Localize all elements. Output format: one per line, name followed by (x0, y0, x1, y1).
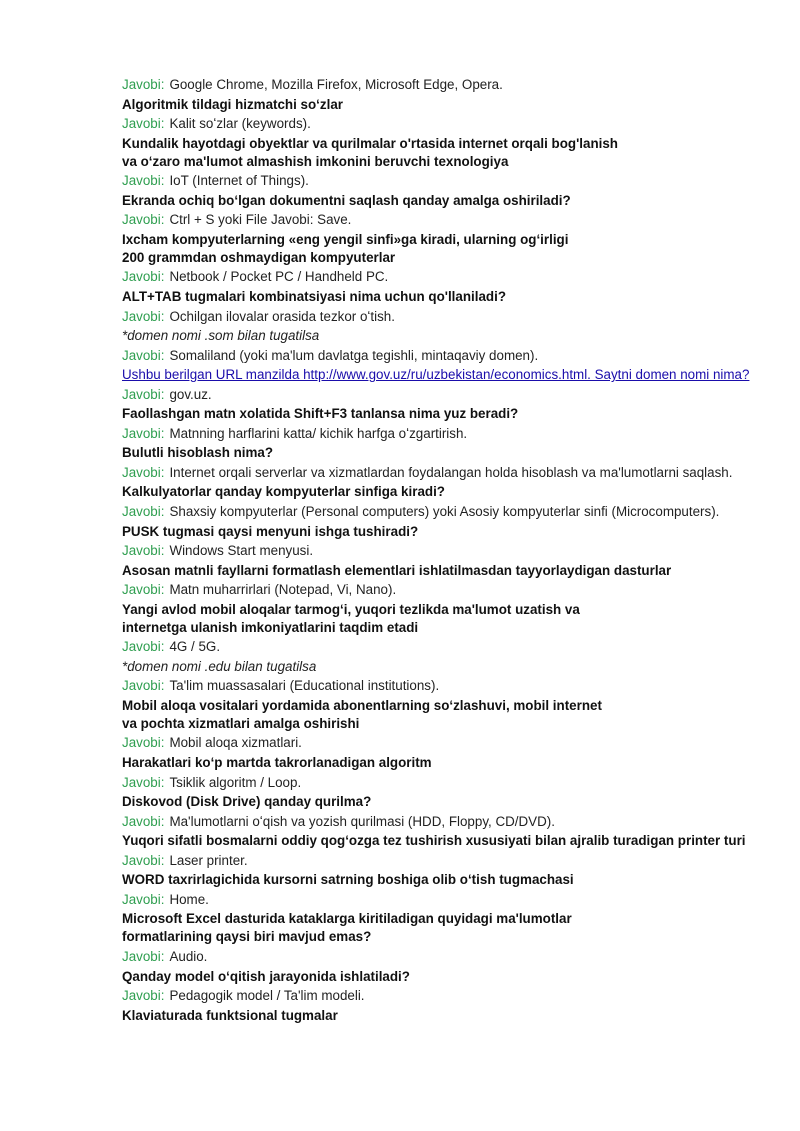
answer-label: Javobi: (122, 678, 165, 693)
answer-line (122, 775, 301, 791)
answer-line (122, 426, 467, 442)
answer-line (122, 212, 351, 228)
question-line (122, 602, 580, 618)
answer-label: Javobi: (122, 426, 165, 441)
question-line (122, 445, 273, 461)
answer-text: Pedagogik model / Ta'lim modeli. (169, 988, 365, 1003)
question-line (122, 833, 746, 849)
question-text: Asosan matnli fayllarni formatlash elementlari ishlatilmasdan tayyorlaydigan dasturlar (122, 563, 672, 578)
answer-line (122, 504, 719, 520)
question-line (122, 755, 432, 771)
question-text: Microsoft Excel dasturida kataklarga kiritiladigan quyidagi ma'lumotlar (122, 911, 572, 926)
answer-text: Ctrl + S yoki File Javobi: Save. (169, 212, 352, 227)
question-text: Kalkulyatorlar qanday kompyuterlar sinfiga kiradi? (122, 484, 445, 499)
question-text: formatlarining qaysi biri mavjud emas? (122, 929, 372, 944)
answer-label: Javobi: (122, 77, 165, 92)
answer-label: Javobi: (122, 814, 165, 829)
question-line (122, 193, 571, 209)
answer-line (122, 269, 388, 285)
note-text: *domen nomi .edu bilan tugatilsa (122, 659, 317, 674)
question-text: internetga ulanish imkoniyatlarini taqdim etadi (122, 620, 419, 635)
question-text: va oʻzaro ma'lumot almashish imkonini beruvchi texnologiya (122, 154, 509, 169)
answer-label: Javobi: (122, 348, 165, 363)
answer-label: Javobi: (122, 543, 165, 558)
answer-label: Javobi: (122, 775, 165, 790)
answer-line (122, 173, 309, 189)
question-text: Kundalik hayotdagi obyektlar va qurilmalar o'rtasida internet orqali bog'lanish (122, 136, 618, 151)
answer-line (122, 582, 396, 598)
question-line (122, 563, 671, 579)
question-line (122, 154, 508, 170)
answer-text: Windows Start menyusi. (169, 543, 314, 558)
answer-label: Javobi: (122, 582, 165, 597)
answer-line (122, 116, 311, 132)
answer-line (122, 387, 212, 403)
answer-line (122, 77, 503, 93)
question-line (122, 716, 359, 732)
answer-label: Javobi: (122, 892, 165, 907)
answer-label: Javobi: (122, 309, 165, 324)
answer-text: Internet orqali serverlar va xizmatlardan foydalangan holda hisoblash va ma'lumotlarni saqlash. (169, 465, 733, 480)
note-line (122, 659, 316, 675)
question-text: WORD taxrirlagichida kursorni satrning boshiga olib oʻtish tugmachasi (122, 872, 574, 887)
answer-text: Laser printer. (169, 853, 248, 868)
question-text: Klaviaturada funktsional tugmalar (122, 1008, 338, 1023)
answer-text: Google Chrome, Mozilla Firefox, Microsoft Edge, Opera. (169, 77, 503, 92)
answer-text: 4G / 5G. (169, 639, 221, 654)
answer-label: Javobi: (122, 116, 165, 131)
answer-label: Javobi: (122, 269, 165, 284)
question-text: Faollashgan matn xolatida Shift+F3 tanlansa nima yuz beradi? (122, 406, 519, 421)
question-line (122, 136, 618, 152)
answer-text: Mobil aloqa xizmatlari. (169, 735, 302, 750)
answer-text: Ochilgan ilovalar orasida tezkor oʻtish. (169, 309, 395, 324)
answer-label: Javobi: (122, 988, 165, 1003)
answer-line (122, 639, 220, 655)
question-text: Qanday model oʻqitish jarayonida ishlatiladi? (122, 969, 410, 984)
question-line (122, 911, 572, 927)
question-text: PUSK tugmasi qaysi menyuni ishga tushiradi? (122, 524, 419, 539)
question-line (122, 620, 418, 636)
answer-label: Javobi: (122, 173, 165, 188)
question-line (122, 232, 568, 248)
answer-label: Javobi: (122, 504, 165, 519)
answer-label: Javobi: (122, 853, 165, 868)
question-text: 200 grammdan oshmaydigan kompyuterlar (122, 250, 396, 265)
answer-line (122, 892, 209, 908)
answer-text: Ma'lumotlarni oʻqish va yozish qurilmasi (HDD, Floppy, CD/DVD). (169, 814, 555, 829)
question-line (122, 97, 343, 113)
question-text: ALT+TAB tugmalari kombinatsiyasi nima uchun qo'llaniladi? (122, 289, 506, 304)
question-line (122, 406, 518, 422)
note-line (122, 328, 319, 344)
answer-line (122, 543, 313, 559)
question-line (122, 484, 445, 500)
answer-text: Somaliland (yoki ma'lum davlatga tegishli, mintaqaviy domen). (169, 348, 539, 363)
answer-label: Javobi: (122, 465, 165, 480)
question-line (122, 524, 418, 540)
question-line (122, 872, 574, 888)
answer-text: IoT (Internet of Things). (169, 173, 309, 188)
note-text: *domen nomi .som bilan tugatilsa (122, 328, 320, 343)
question-line (122, 698, 602, 714)
answer-label: Javobi: (122, 639, 165, 654)
answer-label: Javobi: (122, 735, 165, 750)
answer-line (122, 735, 302, 751)
answer-text: Netbook / Pocket PC / Handheld PC. (169, 269, 389, 284)
question-text: Ekranda ochiq boʻlgan dokumentni saqlash qanday amalga oshiriladi? (122, 193, 571, 208)
answer-line (122, 814, 555, 830)
answer-line (122, 853, 248, 869)
answer-line (122, 465, 732, 481)
question-text: Mobil aloqa vositalari yordamida abonentlarning soʻzlashuvi, mobil internet (122, 698, 602, 713)
answer-line (122, 678, 439, 694)
question-line (122, 969, 410, 985)
answer-text: Kalit soʻzlar (keywords). (169, 116, 311, 131)
question-line (122, 289, 506, 305)
question-text: Yuqori sifatli bosmalarni oddiy qogʻozga tez tushirish xususiyati bilan ajralib turadigan printer turi (122, 833, 746, 848)
question-text: Yangi avlod mobil aloqalar tarmogʻi, yuqori tezlikda ma'lumot uzatish va (122, 602, 580, 617)
answer-label: Javobi: (122, 387, 165, 402)
answer-label: Javobi: (122, 212, 165, 227)
question-text: Harakatlari koʻp martda takrorlanadigan algoritm (122, 755, 432, 770)
answer-line (122, 949, 207, 965)
question-line (122, 250, 395, 266)
url-question-link[interactable]: Ushbu berilgan URL manzilda http://www.gov.uz/ru/uzbekistan/economics.html. Saytni domen nomi nima? (122, 367, 750, 382)
question-line (122, 1008, 338, 1024)
question-text: Ixcham kompyuterlarning «eng yengil sinfi»ga kiradi, ularning ogʻirligi (122, 232, 569, 247)
answer-text: Matnning harflarini katta/ kichik harfga oʻzgartirish. (169, 426, 468, 441)
question-line (122, 794, 371, 810)
question-text: va pochta xizmatlari amalga oshirishi (122, 716, 360, 731)
answer-text: gov.uz. (169, 387, 212, 402)
answer-text: Audio. (169, 949, 208, 964)
answer-text: Ta'lim muassasalari (Educational institutions). (169, 678, 440, 693)
answer-label: Javobi: (122, 949, 165, 964)
question-line (122, 929, 371, 945)
answer-line (122, 988, 365, 1004)
answer-line (122, 348, 538, 364)
answer-line (122, 309, 395, 325)
answer-text: Home. (169, 892, 209, 907)
question-text: Bulutli hisoblash nima? (122, 445, 274, 460)
answer-text: Shaxsiy kompyuterlar (Personal computers) yoki Asosiy kompyuterlar sinfi (Microcomputers). (169, 504, 720, 519)
question-text: Algoritmik tildagi hizmatchi soʻzlar (122, 97, 343, 112)
answer-text: Tsiklik algoritm / Loop. (169, 775, 302, 790)
url-question-line[interactable] (122, 367, 749, 383)
answer-text: Matn muharrirlari (Notepad, Vi, Nano). (169, 582, 397, 597)
question-text: Diskovod (Disk Drive) qanday qurilma? (122, 794, 372, 809)
